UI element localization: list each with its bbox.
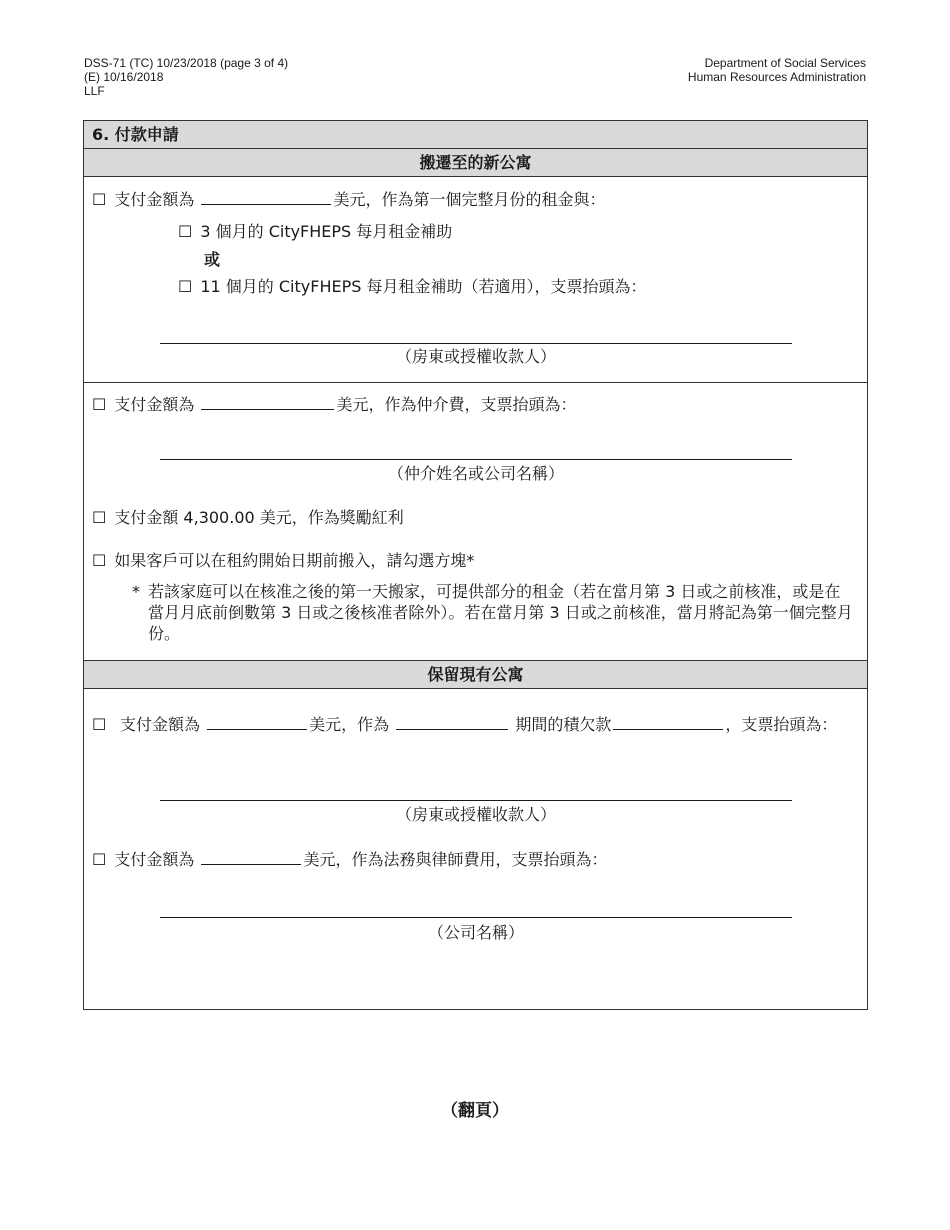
arrears-legal-block: [84, 689, 867, 1011]
arrears-amount-field[interactable]: [207, 716, 307, 730]
broker-prefix: 支付金額為: [114, 395, 195, 414]
rent-checkbox[interactable]: ☐: [92, 190, 107, 209]
arrears-payee-line[interactable]: [160, 800, 792, 801]
section-title: 6. 付款申請: [84, 121, 867, 149]
form-number: DSS-71 (TC) 10/23/2018 (page 3 of 4): [84, 56, 289, 70]
form-english-date: (E) 10/16/2018: [84, 70, 164, 84]
rent-prefix: 支付金額為: [114, 190, 195, 209]
department-name: Department of Social Services: [704, 56, 866, 70]
arrears-payee-label: （房東或授權收款人）: [395, 805, 556, 824]
eleven-month-checkbox[interactable]: ☐: [178, 277, 193, 296]
broker-payee-line[interactable]: [160, 459, 792, 460]
rent-amount-row: [92, 190, 605, 210]
broker-fee-row: [92, 395, 576, 415]
note-text: 若該家庭可以在核准之後的第一天搬家，可提供部分的租金（若在當月第 3 日或之前核准，或是在當月月底前倒數第 3 日或之後核准者除外）。若在當月第 3 日或之前核准，當月將記為第一個完整月份。: [148, 582, 853, 643]
eleven-month-option: [178, 277, 646, 297]
early-move-note: [132, 581, 854, 644]
agency-header: [688, 56, 866, 84]
arrears-period-field[interactable]: [396, 716, 508, 730]
landlord-payee-line[interactable]: [160, 343, 792, 344]
rent-suffix: 美元，作為第一個完整月份的租金與：: [333, 190, 606, 209]
administration-name: Human Resources Administration: [687, 70, 866, 84]
broker-suffix: 美元，作為仲介費，支票抬頭為：: [336, 395, 577, 414]
firm-payee-line[interactable]: [160, 917, 792, 918]
broker-amount-field[interactable]: [201, 396, 334, 410]
legal-fee-row: [92, 850, 607, 870]
form-language-code: LLF: [84, 84, 105, 98]
three-month-checkbox[interactable]: ☐: [178, 222, 193, 241]
legal-prefix: 支付金額為: [114, 850, 195, 869]
early-move-checkbox[interactable]: ☐: [92, 551, 107, 570]
arrears-detail-field[interactable]: [613, 716, 723, 730]
bonus-checkbox[interactable]: ☐: [92, 508, 107, 527]
broker-checkbox[interactable]: ☐: [92, 395, 107, 414]
rent-payment-block: [84, 177, 867, 383]
broker-payee-label: （仲介姓名或公司名稱）: [387, 464, 564, 483]
three-month-label: 3 個月的 CityFHEPS 每月租金補助: [200, 222, 453, 241]
turn-page-label: （翻頁）: [441, 1101, 509, 1121]
three-month-option: [178, 222, 452, 242]
arrears-text: [92, 715, 856, 735]
arrears-mid2: 期間的積欠款: [515, 715, 612, 734]
rent-amount-field[interactable]: [201, 191, 331, 205]
note-asterisk: *: [132, 582, 140, 601]
arrears-row: [92, 715, 856, 735]
broker-bonus-block: [84, 383, 867, 661]
legal-amount-field[interactable]: [201, 851, 301, 865]
arrears-mid1: 美元，作為: [309, 715, 390, 734]
legal-checkbox[interactable]: ☐: [92, 850, 107, 869]
move-new-apartment-header: 搬遷至的新公寓: [84, 149, 867, 177]
arrears-checkbox[interactable]: ☐: [92, 715, 107, 734]
bonus-label: 支付金額 4,300.00 美元，作為獎勵紅利: [114, 508, 404, 527]
arrears-prefix: 支付金額為: [120, 715, 201, 734]
eleven-month-label: 11 個月的 CityFHEPS 每月租金補助（若適用），支票抬頭為：: [200, 277, 647, 296]
form-id-header: [84, 56, 288, 98]
or-label: 或: [204, 250, 221, 269]
legal-suffix: 美元，作為法務與律師費用，支票抬頭為：: [303, 850, 608, 869]
bonus-row: [92, 508, 404, 528]
firm-payee-label: （公司名稱）: [427, 923, 524, 942]
payment-request-form: [83, 120, 868, 1010]
early-move-label: 如果客戶可以在租約開始日期前搬入，請勾選方塊*: [114, 551, 475, 570]
landlord-payee-label: （房東或授權收款人）: [395, 347, 556, 366]
arrears-suffix: ，支票抬頭為：: [725, 715, 838, 734]
keep-current-apartment-header: 保留現有公寓: [84, 661, 867, 689]
early-move-row: [92, 551, 474, 571]
